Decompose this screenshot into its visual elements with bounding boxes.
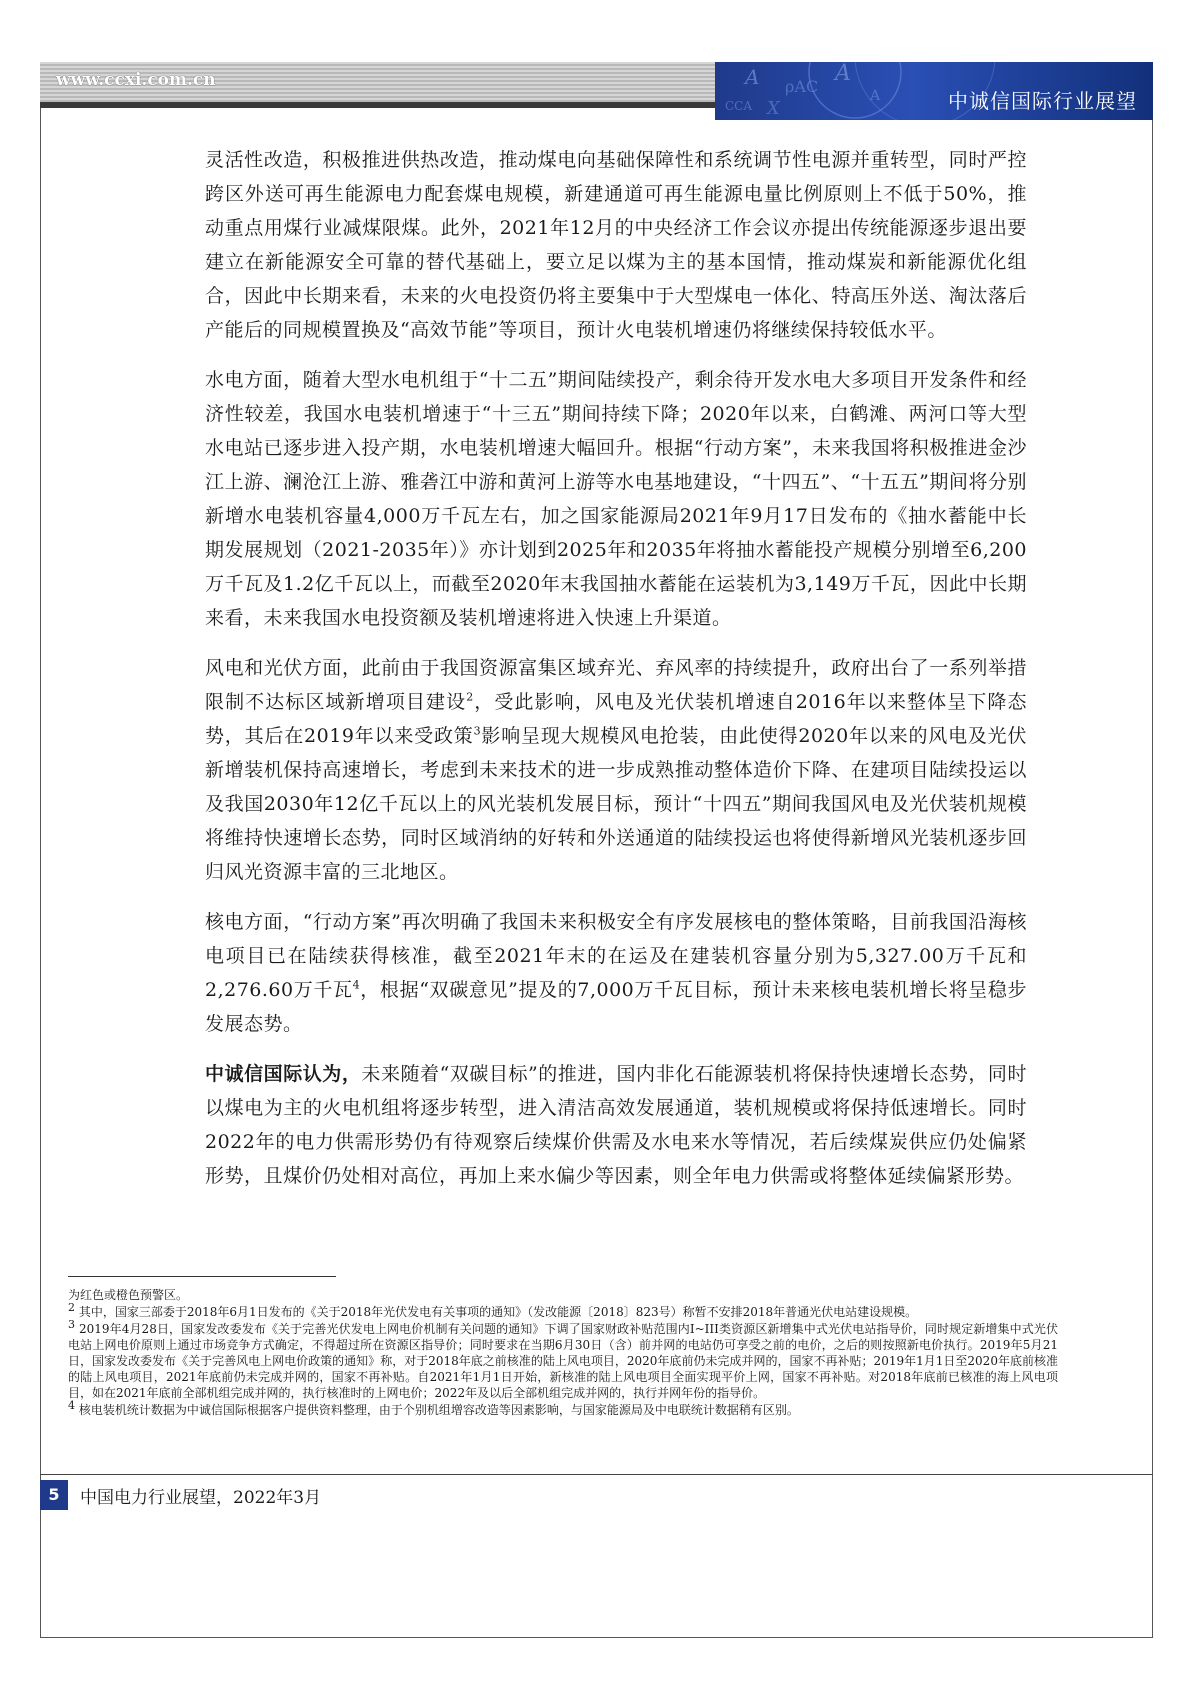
footnote-text: 核电装机统计数据为中诚信国际根据客户提供资料整理，由于个别机组增容改造等因素影响，与国家能源局及中电联统计数据稍有区别。	[78, 1403, 799, 1417]
svg-text:ρAC: ρAC	[785, 77, 819, 96]
footnote-text: 其中，国家三部委于2018年6月1日发布的《关于2018年光伏发电有关事项的通知》（发改能源〔2018〕823号）称暂不安排2018年普通光伏电站建设规模。	[78, 1305, 918, 1319]
report-series-title: 中诚信国际行业展望	[948, 89, 1137, 113]
footnote-mark: 2	[68, 1301, 75, 1314]
svg-text:A: A	[835, 62, 851, 86]
footnote-continuation: 为红色或橙色预警区。	[68, 1288, 189, 1302]
header-rule	[40, 102, 715, 108]
footnote-text: 2019年4月28日，国家发改委发布《关于完善光伏发电上网电价机制有关问题的通知》下调了国家财政补贴范围内I~III类资源区新增集中式光伏电站指导价，同时规定新增集中式光伏电站上网电价原则上通过市场竞争方式确定，不得超过所在资源区指导价；同时要求在当期6月30日（含）前并网的电站仍可享受之前的电价，之后的则按照新电价执行。2019年5月21日，国家发改委发布《关于完善风电上网电价政策的通知》称，对于2018年底之前核准的陆上风电项目，2020年底前仍未完成并网的，国家不再补贴；2019年1月1日至2020年底前核准的陆上风电项目，2021年底前仍未完成并网的，国家不再补贴。自2021年1月1日开始，新核准的陆上风电项目全面实现平价上网，国家不再补贴。对2018年底前已核准的海上风电项目，如在2021年底前全部机组完成并网的，执行核准时的上网电价；2022年及以后全部机组完成并网的，执行并网年份的指导价。	[68, 1322, 1058, 1400]
footnote-2	[68, 1301, 1058, 1320]
paragraph-text: 风电和光伏方面，此前由于我国资源富集区域弃光、弃风率的持续提升，政府出台了一系列举措限制不达标区域新增项目建设	[205, 657, 1027, 713]
conclusion-lead: 中诚信国际认为，	[205, 1063, 362, 1085]
paragraph-nuclear	[205, 905, 1027, 1041]
header-title-block	[715, 62, 1153, 120]
footer-rule	[40, 1474, 1153, 1475]
footnote-ref-3[interactable]: 3	[473, 724, 482, 738]
footnote-mark: 4	[68, 1399, 75, 1412]
site-url[interactable]: www.ccxi.com.cn	[56, 70, 216, 90]
svg-text:A: A	[745, 65, 760, 89]
footnote-4	[68, 1399, 1058, 1418]
header-banner	[40, 62, 715, 108]
page-number: 5	[40, 1480, 68, 1510]
footnote-mark: 3	[68, 1318, 75, 1331]
paragraph-thermal: 灵活性改造，积极推进供热改造，推动煤电向基础保障性和系统调节性电源并重转型，同时严控跨区外送可再生能源电力配套煤电规模，新建通道可再生能源电量比例原则上不低于50%，推动重点用煤行业减煤限煤。此外，2021年12月的中央经济工作会议亦提出传统能源逐步退出要建立在新能源安全可靠的替代基础上，要立足以煤为主的基本国情，推动煤炭和新能源优化组合，因此中长期来看，未来的火电投资仍将主要集中于大型煤电一体化、特高压外送、淘汰落后产能后的同规模置换及“高效节能”等项目，预计火电装机增速仍将继续保持较低水平。	[205, 149, 1027, 341]
paragraph-hydro: 水电方面，随着大型水电机组于“十二五”期间陆续投产，剩余待开发水电大多项目开发条件和经济性较差，我国水电装机增速于“十三五”期间持续下降；2020年以来，白鹤滩、两河口等大型水电站已逐步进入投产期，水电装机增速大幅回升。根据“行动方案”，未来我国将积极推进金沙江上游、澜沧江上游、雅砻江中游和黄河上游等水电基地建设，“十四五”、“十五五”期间将分别新增水电装机容量4,000万千瓦左右，加之国家能源局2021年9月17日发布的《抽水蓄能中长期发展规划（2021-2035年）》亦计划到2025年和2035年将抽水蓄能投产规模分别增至6,200万千瓦及1.2亿千瓦以上，而截至2020年末我国抽水蓄能在运装机为3,149万千瓦，因此中长期来看，未来我国水电投资额及装机增速将进入快速上升渠道。	[205, 369, 1027, 629]
footnote-ref-2[interactable]: 2	[466, 690, 474, 704]
svg-text:CCA: CCA	[725, 99, 753, 113]
footnote-separator	[68, 1276, 336, 1277]
paragraph-text: 核电方面，“行动方案”再次明确了我国未来积极安全有序发展核电的整体策略，目前我国沿海核电项目已在陆续获得核准，截至2021年末的在运及在建装机容量分别为5,327.00万千瓦和2,276.60万千瓦	[205, 911, 1027, 1001]
footnotes	[68, 1287, 1058, 1419]
svg-text:X: X	[767, 98, 780, 119]
svg-text:A: A	[870, 88, 881, 104]
paragraph-text: 影响呈现大规模风电抢装，由此使得2020年以来的风电及光伏新增装机保持高速增长，考虑到未来技术的进一步成熟推动整体造价下降、在建项目陆续投运以及我国2030年12亿千瓦以上的风光装机发展目标，预计“十四五”期间我国风电及光伏装机规模将维持快速增长态势，同时区域消纳的好转和外送通道的陆续投运也将使得新增风光装机逐步回归风光资源丰富的三北地区。	[205, 725, 1027, 883]
footnote-ref-4[interactable]: 4	[352, 978, 361, 992]
footnote-3	[68, 1318, 1058, 1401]
paragraph-conclusion	[205, 1057, 1027, 1193]
paragraph-text: 未来随着“双碳目标”的推进，国内非化石能源装机将保持快速增长态势，同时以煤电为主的火电机组将逐步转型，进入清洁高效发展通道，装机规模或将保持低速增长。同时2022年的电力供需形势仍有待观察后续煤价供需及水电来水等情况，若后续煤炭供应仍处偏紧形势，且煤价仍处相对高位，再加上来水偏少等因素，则全年电力供需或将整体延续偏紧形势。	[205, 1063, 1027, 1187]
paragraph-text: ，受此影响，风电及光伏装机增速自2016年以来整体呈下降态势，其后在2019年以来受政策	[205, 691, 1027, 747]
page-header	[40, 62, 1153, 119]
paragraph-wind-solar	[205, 651, 1027, 889]
paragraph-text: ，根据“双碳意见”提及的7,000万千瓦目标，预计未来核电装机增长将呈稳步发展态势。	[205, 979, 1027, 1035]
article-body	[205, 143, 1027, 1209]
footer-title: 中国电力行业展望，2022年3月	[80, 1488, 322, 1508]
